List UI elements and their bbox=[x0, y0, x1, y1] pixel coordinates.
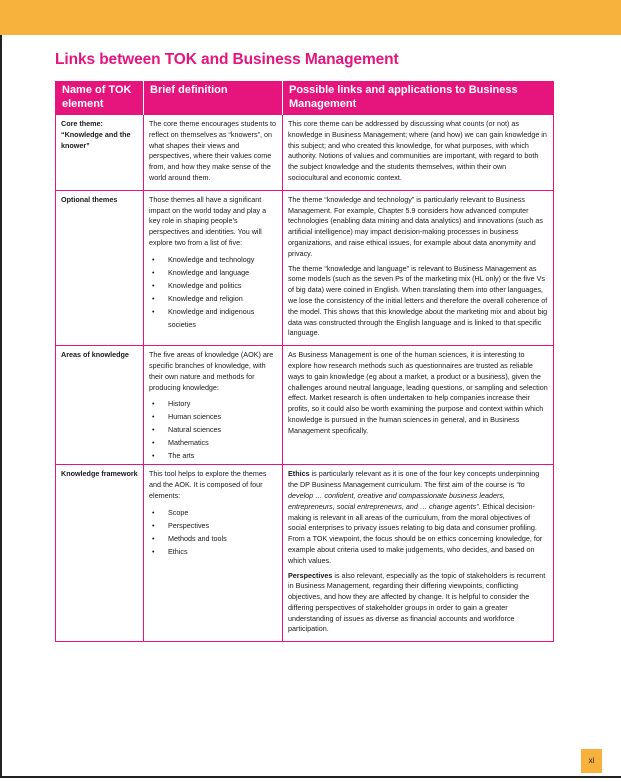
table-row bbox=[56, 465, 554, 642]
row-links bbox=[283, 346, 554, 465]
row-definition bbox=[144, 346, 283, 465]
list-item: • Ethics bbox=[149, 545, 277, 558]
table-row bbox=[56, 115, 554, 191]
header-name: Name of TOK element bbox=[56, 81, 144, 115]
list-item: • Knowledge and politics bbox=[149, 279, 277, 292]
links-paragraph: The theme “knowledge and language” is relevant to Business Management as some models (such as the seven Ps of the marketing mix (HL only) or the five Vs of big data) were coined in English. When translating them into other languages, we lose the consistency of the initial letters and therefore the overall coherence of the model. This shows that this knowledge about the marketing mix and about big data was constructed through the English language and is linked to that specific language. bbox=[288, 263, 548, 338]
list-item: • Natural sciences bbox=[149, 423, 277, 436]
row-name bbox=[56, 190, 144, 345]
list-item: • Methods and tools bbox=[149, 532, 277, 545]
definition-list bbox=[149, 397, 277, 462]
ethics-text-a: is particularly relevant as it is one of the four key concepts underpinning the DP Business Management curriculum. The first aim of the course is bbox=[288, 469, 540, 490]
list-item: • Knowledge and indigenous societies bbox=[149, 305, 277, 331]
page-frame-left bbox=[0, 35, 2, 776]
row-name bbox=[56, 465, 144, 642]
links-paragraph: As Business Management is one of the human sciences, it is interesting to explore how research methods such as questionnaires are trusted as reliable ways to gain knowledge (eg about a market, a product or a business), given the challenges around neutral language, leading questions, or sampling and selection effect. Market research is often undertaken to help companies increase their profits, so it could also be worth examining the purpose and context within which knowledge is pursued in the human sciences in general, and in Business Management specifically. bbox=[288, 350, 548, 435]
list-item: • History bbox=[149, 397, 277, 410]
definition-text: The five areas of knowledge (AOK) are specific branches of knowledge, with their own nature and methods for producing knowledge: bbox=[149, 350, 274, 392]
row-links bbox=[283, 115, 554, 191]
row-name-text: Core theme: “Knowledge and the knower” bbox=[61, 119, 131, 150]
row-links bbox=[283, 465, 554, 642]
links-paragraph: The theme “knowledge and technology” is particularly relevant to Business Management. For example, Chapter 5.9 considers how advanced computer technologies (enabling data mining and data analytics) and innovations (such as artificial intelligence) may impact decision-making processes in business organizations, and raise ethical issues, for example about data anonymity and privacy. bbox=[288, 194, 543, 258]
row-links bbox=[283, 190, 554, 345]
definition-text: The core theme encourages students to reflect on themselves as “knowers”, on what shapes their views and perspectives, where their values come from, and how they make sense of the world around them. bbox=[149, 119, 277, 182]
page-title: Links between TOK and Business Management bbox=[55, 51, 399, 68]
header-definition: Brief definition bbox=[144, 81, 283, 115]
tok-links-table bbox=[55, 81, 554, 642]
list-item: • Mathematics bbox=[149, 436, 277, 449]
links-paragraph bbox=[288, 571, 548, 636]
row-name-text: Areas of knowledge bbox=[61, 350, 129, 360]
header-links: Possible links and applications to Business Management bbox=[283, 81, 554, 115]
links-paragraph: This core theme can be addressed by discussing what counts (or not) as knowledge in Business Management; where (and how) we can gain knowledge in this subject; and who created this knowledge, for what purposes, with which authority. Notions of values and communities are important, with regard to both the subject knowledge and the students themselves, within their own sociocultural and economic context. bbox=[288, 119, 547, 182]
row-definition bbox=[144, 465, 283, 642]
course-aim-quote: “to develop … confident, creative and compassionate business leaders, entrepreneurs, social entrepreneurs, and … change agents” bbox=[288, 480, 525, 511]
table-header-row bbox=[56, 81, 554, 115]
list-item: • Knowledge and language bbox=[149, 266, 277, 279]
table-row bbox=[56, 190, 554, 345]
page-number: xi bbox=[581, 749, 602, 773]
definition-text: Those themes all have a significant impact on the world today and play a key role in shaping people’s perspectives and identities. You will explore two from a list of five: bbox=[149, 194, 267, 247]
row-name bbox=[56, 346, 144, 465]
ethics-text-b: . Ethical decision-making is relevant in all areas of the curriculum, from the moral objectives of social enterprises to privacy issues relating to big data and consumer profiling. From a TOK viewpoint, the focus should be on ethics concerning knowledge, for example about criteria used to make judgements, who decides, and based on which values. bbox=[288, 501, 543, 565]
definition-text: This tool helps to explore the themes and the AOK. It is composed of four elements: bbox=[149, 469, 267, 500]
row-definition bbox=[144, 115, 283, 191]
perspectives-text: is also relevant, especially as the topic of stakeholders is recurrent in Business Management, regarding their differing viewpoints, conflicting objectives, and how they are affected by change. It is helpful to consider the differing perspectives of stakeholder groups in order to gain a greater understanding of issues as diverse as financial accounts and workforce participation. bbox=[288, 570, 546, 634]
row-name-text: Optional themes bbox=[61, 194, 118, 204]
list-item: • Scope bbox=[149, 506, 277, 519]
list-item: • Knowledge and technology bbox=[149, 253, 277, 266]
row-name bbox=[56, 115, 144, 191]
table-row bbox=[56, 346, 554, 465]
perspectives-term: Perspectives bbox=[288, 570, 333, 580]
definition-list bbox=[149, 253, 277, 331]
page-frame-bottom bbox=[0, 776, 621, 778]
list-item: • Perspectives bbox=[149, 519, 277, 532]
links-paragraph bbox=[288, 469, 548, 566]
list-item: • Human sciences bbox=[149, 410, 277, 423]
list-item: • Knowledge and religion bbox=[149, 292, 277, 305]
definition-list bbox=[149, 506, 277, 558]
row-name-text: Knowledge framework bbox=[61, 469, 138, 479]
list-item: • The arts bbox=[149, 449, 277, 462]
top-color-band bbox=[0, 0, 621, 35]
ethics-term: Ethics bbox=[288, 469, 310, 479]
row-definition bbox=[144, 190, 283, 345]
